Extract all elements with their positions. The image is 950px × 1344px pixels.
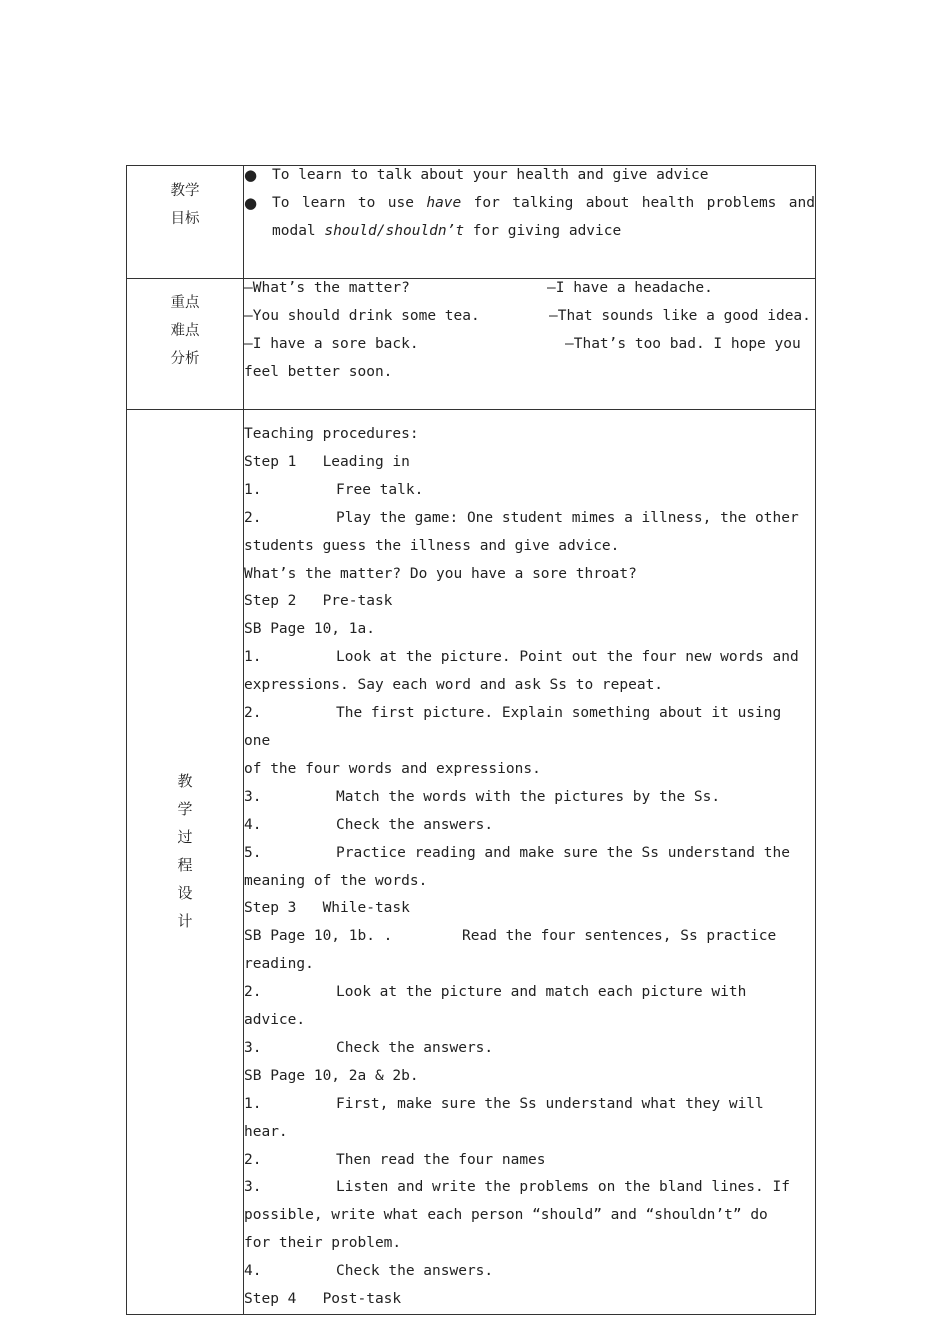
row-label-objectives bbox=[127, 166, 244, 279]
procedure-line bbox=[244, 533, 815, 561]
label-char: 计 bbox=[177, 912, 193, 930]
list-item bbox=[244, 162, 815, 190]
procedure-line bbox=[244, 1286, 815, 1314]
dialogue-question: —What’s the matter? bbox=[244, 280, 410, 296]
label-line: 难点 bbox=[170, 322, 200, 339]
procedure-line bbox=[244, 784, 815, 812]
procedure-line bbox=[244, 672, 815, 700]
procedure-text: Listen and write the problems on the bland lines. If bbox=[336, 1179, 790, 1196]
procedure-text: meaning of the words. bbox=[244, 872, 428, 889]
step-number: 1. bbox=[244, 481, 262, 498]
table-row bbox=[127, 410, 816, 1315]
procedure-text: Check the answers. bbox=[336, 816, 494, 833]
procedure-text: Look at the picture and match each picture with advice. bbox=[244, 984, 756, 1029]
vertical-label bbox=[127, 767, 243, 935]
procedure-text: SB Page 10, 2a & 2b. bbox=[244, 1067, 419, 1084]
procedure-text: for their problem. bbox=[244, 1235, 402, 1252]
procedure-line bbox=[244, 505, 815, 533]
procedure-line bbox=[244, 951, 815, 979]
procedure-text: Step 3 While-task bbox=[244, 900, 410, 917]
label-line: 分析 bbox=[170, 350, 200, 367]
label-char: 程 bbox=[177, 856, 193, 874]
procedure-text: Free talk. bbox=[336, 481, 424, 498]
objective-2-pre: To learn to use bbox=[272, 194, 427, 211]
table-row bbox=[127, 279, 816, 410]
step-number: SB Page 10, 1b. . bbox=[244, 928, 393, 945]
objective-2-post: for giving advice bbox=[464, 222, 622, 239]
procedure-text: SB Page 10, 1a. bbox=[244, 621, 375, 638]
dialogue-continuation: feel better soon. bbox=[244, 363, 393, 380]
step-number: 2. bbox=[244, 1151, 262, 1168]
bullet-icon: ● bbox=[244, 166, 258, 184]
procedure-line bbox=[244, 923, 815, 951]
step-number: 2. bbox=[244, 705, 262, 722]
procedure-line bbox=[244, 756, 815, 784]
step-number: 2. bbox=[244, 984, 262, 1001]
procedure-text: possible, write what each person “should” and “shouldn’t” do bbox=[244, 1207, 768, 1224]
procedure-text: Practice reading and make sure the Ss understand the bbox=[336, 844, 790, 861]
procedure-line bbox=[244, 561, 815, 589]
dialogue-answer: —That’s too bad. I hope you bbox=[565, 335, 801, 352]
step-number: 3. bbox=[244, 1039, 262, 1056]
dialogue-question: —I have a sore back. bbox=[244, 335, 419, 352]
row-label-key-points bbox=[127, 279, 244, 410]
dialogue-answer: —I have a headache. bbox=[547, 280, 713, 296]
step-number: 2. bbox=[244, 509, 262, 526]
dialogue-pair bbox=[244, 331, 815, 359]
dialogue-pair bbox=[244, 275, 815, 303]
dialogue-answer: —That sounds like a good idea. bbox=[549, 307, 811, 324]
label-line: 重点 bbox=[170, 295, 200, 311]
label-char: 过 bbox=[177, 828, 193, 846]
label-line: 教学 bbox=[170, 183, 200, 199]
step-number: 3. bbox=[244, 788, 262, 805]
procedure-line bbox=[244, 868, 815, 896]
dialogue-question: —You should drink some tea. bbox=[244, 307, 480, 324]
label-char: 学 bbox=[177, 800, 193, 818]
procedure-text: Read the four sentences, Ss practice bbox=[462, 928, 777, 945]
procedure-line bbox=[244, 449, 815, 477]
step-number: 3. bbox=[244, 1179, 262, 1196]
objective-2-term-should: should/shouldn’t bbox=[324, 222, 465, 239]
procedure-text: Check the answers. bbox=[336, 1039, 494, 1056]
procedure-line bbox=[244, 1063, 815, 1091]
label-line: 目标 bbox=[170, 210, 200, 227]
procedure-line bbox=[244, 1258, 815, 1286]
procedure-line bbox=[244, 477, 815, 505]
procedure-line bbox=[244, 1091, 815, 1147]
dialogue-pair bbox=[244, 303, 815, 331]
table-row bbox=[127, 166, 816, 279]
procedure-text: The first picture. Explain something about it using one bbox=[244, 705, 790, 749]
procedure-text: First, make sure the Ss understand what they will hear. bbox=[244, 1095, 773, 1140]
objective-2 bbox=[272, 190, 815, 246]
procedure-line bbox=[244, 644, 815, 672]
procedure-text: Look at the picture. Point out the four new words and bbox=[336, 649, 799, 666]
procedure-text: students guess the illness and give advice. bbox=[244, 537, 620, 554]
label-char: 教 bbox=[177, 772, 193, 790]
procedure-text: Step 1 Leading in bbox=[244, 453, 410, 470]
procedure-line bbox=[244, 700, 815, 756]
objectives-content bbox=[244, 166, 816, 279]
procedure-content bbox=[244, 410, 816, 1315]
key-points-content bbox=[244, 279, 816, 410]
procedure-text: What’s the matter? Do you have a sore throat? bbox=[244, 565, 637, 582]
procedure-text: Match the words with the pictures by the Ss. bbox=[336, 788, 721, 805]
list-item bbox=[244, 190, 815, 246]
step-number: 4. bbox=[244, 1263, 262, 1280]
procedure-line bbox=[244, 979, 815, 1035]
procedure-lines bbox=[244, 410, 815, 1314]
procedure-text: Check the answers. bbox=[336, 1263, 494, 1280]
procedure-text: Then read the four names bbox=[336, 1151, 546, 1168]
step-number: 1. bbox=[244, 1095, 262, 1112]
step-number: 4. bbox=[244, 816, 262, 833]
procedure-text: Play the game: One student mimes a illness, the other bbox=[336, 509, 799, 526]
procedure-line bbox=[244, 616, 815, 644]
procedure-text: Teaching procedures: bbox=[244, 426, 419, 442]
label-char: 设 bbox=[177, 884, 193, 902]
step-number: 5. bbox=[244, 844, 262, 861]
procedure-text: expressions. Say each word and ask Ss to repeat. bbox=[244, 677, 664, 694]
procedure-line bbox=[244, 588, 815, 616]
procedure-text: Step 2 Pre-task bbox=[244, 593, 393, 610]
procedure-text: reading. bbox=[244, 956, 314, 973]
procedure-text: of the four words and expressions. bbox=[244, 760, 541, 777]
row-label-procedure bbox=[127, 410, 244, 1315]
procedure-line bbox=[244, 421, 815, 449]
objective-1: To learn to talk about your health and give advice bbox=[272, 167, 709, 183]
procedure-line bbox=[244, 1147, 815, 1175]
procedure-line bbox=[244, 1230, 815, 1258]
procedure-text: Step 4 Post-task bbox=[244, 1291, 402, 1308]
objective-2-mid: for talking about health problems and modal bbox=[272, 194, 815, 239]
procedure-line bbox=[244, 1202, 815, 1230]
objective-2-term-have: have bbox=[426, 194, 462, 211]
procedure-line bbox=[244, 812, 815, 840]
procedure-line bbox=[244, 1035, 815, 1063]
procedure-line bbox=[244, 840, 815, 868]
lesson-plan-table bbox=[126, 165, 816, 1315]
bullet-icon: ● bbox=[244, 193, 258, 212]
step-number: 1. bbox=[244, 649, 262, 666]
procedure-line bbox=[244, 1174, 815, 1202]
procedure-line bbox=[244, 895, 815, 923]
